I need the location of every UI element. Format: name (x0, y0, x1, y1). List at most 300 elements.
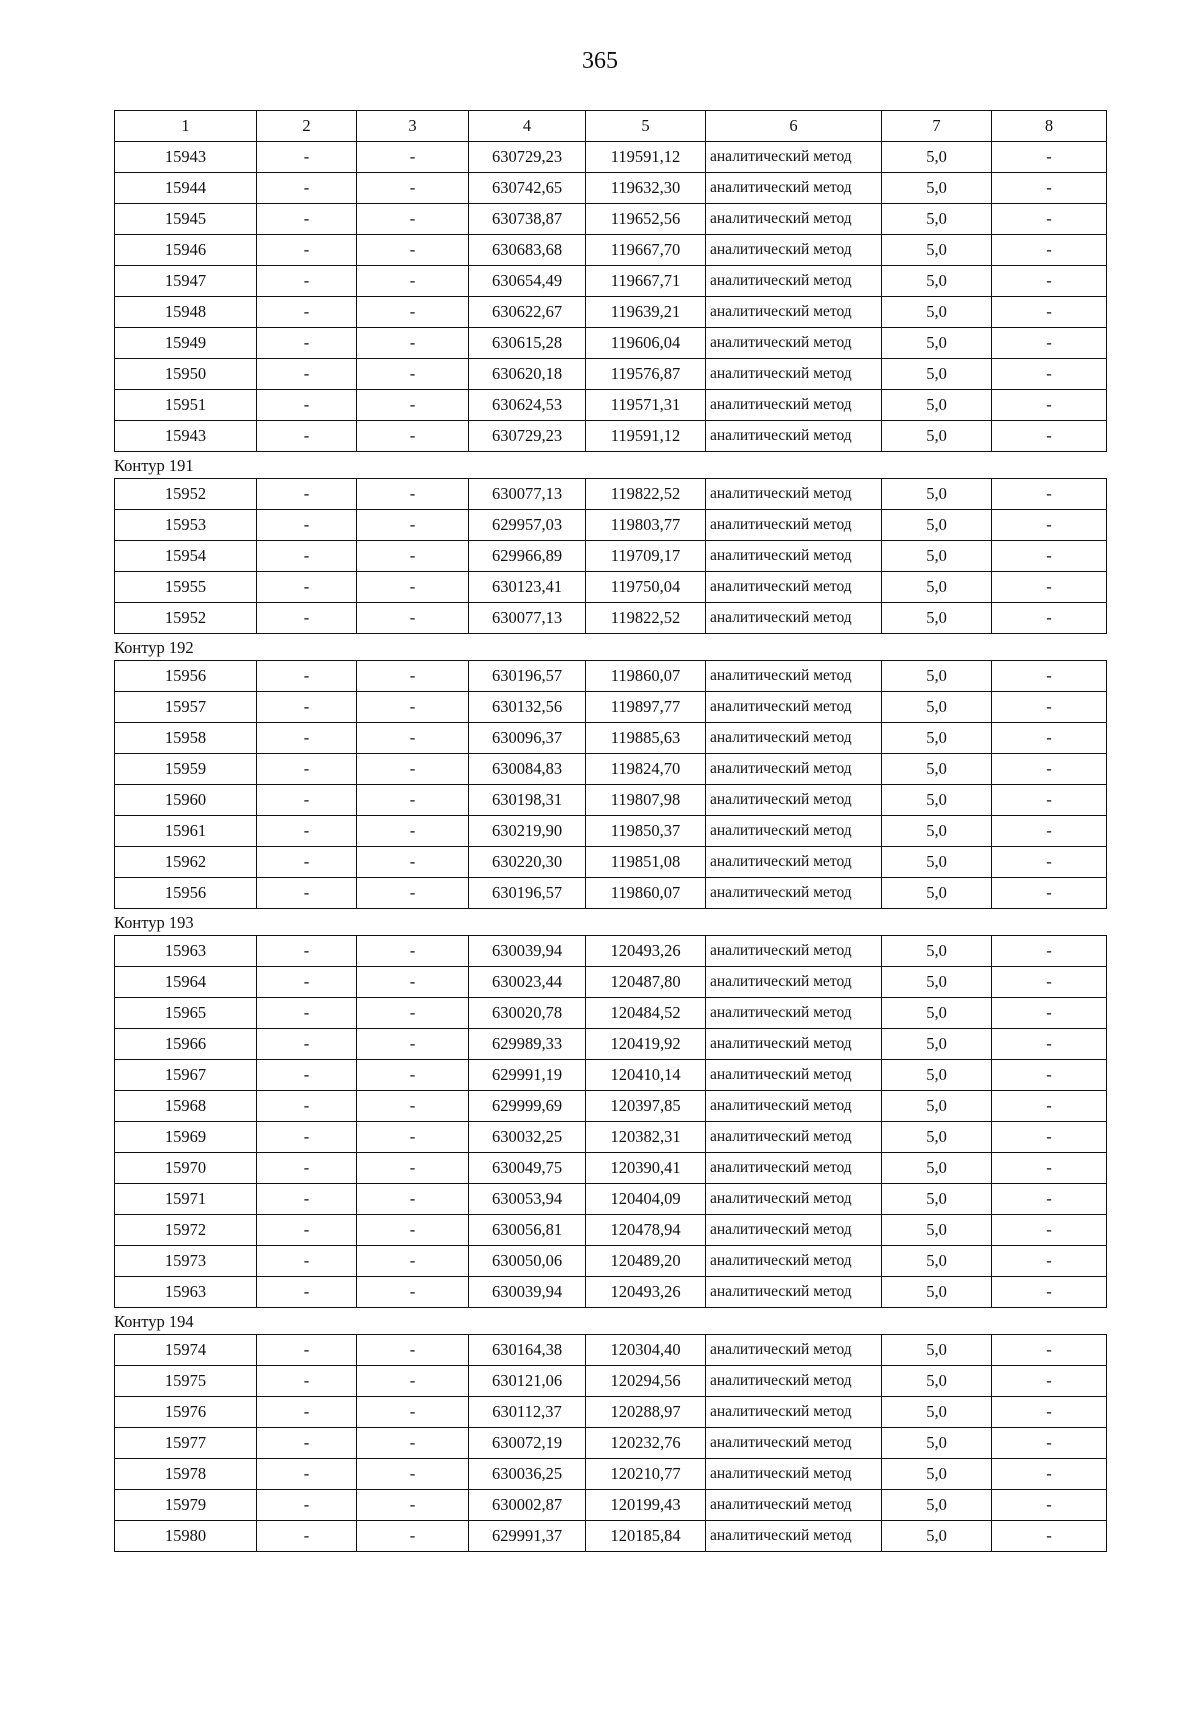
x-coordinate-cell: 630738,87 (469, 204, 586, 235)
col8-cell: - (992, 1246, 1107, 1277)
y-coordinate-cell: 119591,12 (586, 142, 706, 173)
y-coordinate-cell: 120493,26 (586, 936, 706, 967)
method-cell: аналитический метод (706, 328, 882, 359)
col2-cell: - (257, 390, 357, 421)
col8-cell: - (992, 998, 1107, 1029)
method-cell: аналитический метод (706, 1091, 882, 1122)
x-coordinate-cell: 630196,57 (469, 661, 586, 692)
point-number-cell: 15957 (115, 692, 257, 723)
y-coordinate-cell: 119807,98 (586, 785, 706, 816)
col2-cell: - (257, 1060, 357, 1091)
table-row (115, 1459, 1107, 1490)
accuracy-cell: 5,0 (882, 1459, 992, 1490)
col3-cell: - (357, 1246, 469, 1277)
point-number-cell: 15971 (115, 1184, 257, 1215)
document-content (114, 110, 1106, 1552)
table-row (115, 847, 1107, 878)
col3-cell: - (357, 1335, 469, 1366)
col2-cell: - (257, 541, 357, 572)
y-coordinate-cell: 120493,26 (586, 1277, 706, 1308)
col2-cell: - (257, 723, 357, 754)
table-row (115, 297, 1107, 328)
col3-cell: - (357, 1521, 469, 1552)
table-row (115, 510, 1107, 541)
point-number-cell: 15956 (115, 878, 257, 909)
col2-cell: - (257, 816, 357, 847)
point-number-cell: 15967 (115, 1060, 257, 1091)
x-coordinate-cell: 630072,19 (469, 1428, 586, 1459)
x-coordinate-cell: 630654,49 (469, 266, 586, 297)
coordinates-table (114, 660, 1107, 909)
col2-cell: - (257, 785, 357, 816)
col8-cell: - (992, 572, 1107, 603)
accuracy-cell: 5,0 (882, 1184, 992, 1215)
method-cell: аналитический метод (706, 1459, 882, 1490)
y-coordinate-cell: 120288,97 (586, 1397, 706, 1428)
col2-cell: - (257, 328, 357, 359)
point-number-cell: 15952 (115, 603, 257, 634)
method-cell: аналитический метод (706, 421, 882, 452)
method-cell: аналитический метод (706, 572, 882, 603)
table-row (115, 785, 1107, 816)
col8-cell: - (992, 328, 1107, 359)
point-number-cell: 15944 (115, 173, 257, 204)
table-row (115, 1184, 1107, 1215)
table-row (115, 603, 1107, 634)
col2-cell: - (257, 1122, 357, 1153)
point-number-cell: 15970 (115, 1153, 257, 1184)
x-coordinate-cell: 630032,25 (469, 1122, 586, 1153)
x-coordinate-cell: 630049,75 (469, 1153, 586, 1184)
accuracy-cell: 5,0 (882, 328, 992, 359)
table-row (115, 754, 1107, 785)
x-coordinate-cell: 629966,89 (469, 541, 586, 572)
method-cell: аналитический метод (706, 998, 882, 1029)
point-number-cell: 15948 (115, 297, 257, 328)
point-number-cell: 15968 (115, 1091, 257, 1122)
table-row (115, 541, 1107, 572)
col8-cell: - (992, 816, 1107, 847)
col8-cell: - (992, 661, 1107, 692)
point-number-cell: 15973 (115, 1246, 257, 1277)
col3-cell: - (357, 297, 469, 328)
accuracy-cell: 5,0 (882, 479, 992, 510)
y-coordinate-cell: 120382,31 (586, 1122, 706, 1153)
method-cell: аналитический метод (706, 390, 882, 421)
col2-cell: - (257, 297, 357, 328)
col3-cell: - (357, 390, 469, 421)
column-header: 8 (992, 111, 1107, 142)
col8-cell: - (992, 510, 1107, 541)
col8-cell: - (992, 1029, 1107, 1060)
col2-cell: - (257, 1428, 357, 1459)
point-number-cell: 15979 (115, 1490, 257, 1521)
y-coordinate-cell: 119850,37 (586, 816, 706, 847)
col8-cell: - (992, 1366, 1107, 1397)
x-coordinate-cell: 630096,37 (469, 723, 586, 754)
table-row (115, 1490, 1107, 1521)
y-coordinate-cell: 120210,77 (586, 1459, 706, 1490)
col3-cell: - (357, 1459, 469, 1490)
col8-cell: - (992, 1459, 1107, 1490)
col3-cell: - (357, 510, 469, 541)
col2-cell: - (257, 1153, 357, 1184)
col3-cell: - (357, 998, 469, 1029)
point-number-cell: 15969 (115, 1122, 257, 1153)
point-number-cell: 15961 (115, 816, 257, 847)
y-coordinate-cell: 119571,31 (586, 390, 706, 421)
x-coordinate-cell: 630039,94 (469, 936, 586, 967)
coordinates-table (114, 935, 1107, 1308)
point-number-cell: 15959 (115, 754, 257, 785)
col3-cell: - (357, 1060, 469, 1091)
x-coordinate-cell: 630622,67 (469, 297, 586, 328)
accuracy-cell: 5,0 (882, 1091, 992, 1122)
x-coordinate-cell: 630002,87 (469, 1490, 586, 1521)
method-cell: аналитический метод (706, 173, 882, 204)
point-number-cell: 15951 (115, 390, 257, 421)
col2-cell: - (257, 142, 357, 173)
col2-cell: - (257, 998, 357, 1029)
col3-cell: - (357, 204, 469, 235)
col8-cell: - (992, 359, 1107, 390)
method-cell: аналитический метод (706, 936, 882, 967)
y-coordinate-cell: 120199,43 (586, 1490, 706, 1521)
col3-cell: - (357, 1029, 469, 1060)
point-number-cell: 15954 (115, 541, 257, 572)
method-cell: аналитический метод (706, 1184, 882, 1215)
accuracy-cell: 5,0 (882, 1122, 992, 1153)
table-row (115, 1335, 1107, 1366)
x-coordinate-cell: 629991,37 (469, 1521, 586, 1552)
x-coordinate-cell: 630219,90 (469, 816, 586, 847)
col3-cell: - (357, 328, 469, 359)
col8-cell: - (992, 1184, 1107, 1215)
col3-cell: - (357, 1366, 469, 1397)
col3-cell: - (357, 541, 469, 572)
col8-cell: - (992, 1397, 1107, 1428)
col8-cell: - (992, 1277, 1107, 1308)
col3-cell: - (357, 661, 469, 692)
col8-cell: - (992, 1490, 1107, 1521)
col3-cell: - (357, 785, 469, 816)
col8-cell: - (992, 1153, 1107, 1184)
method-cell: аналитический метод (706, 1277, 882, 1308)
y-coordinate-cell: 119606,04 (586, 328, 706, 359)
col3-cell: - (357, 878, 469, 909)
col3-cell: - (357, 723, 469, 754)
table-row (115, 936, 1107, 967)
x-coordinate-cell: 630121,06 (469, 1366, 586, 1397)
method-cell: аналитический метод (706, 692, 882, 723)
y-coordinate-cell: 119822,52 (586, 603, 706, 634)
col8-cell: - (992, 390, 1107, 421)
accuracy-cell: 5,0 (882, 421, 992, 452)
table-row (115, 692, 1107, 723)
accuracy-cell: 5,0 (882, 1277, 992, 1308)
col2-cell: - (257, 878, 357, 909)
accuracy-cell: 5,0 (882, 1397, 992, 1428)
y-coordinate-cell: 119822,52 (586, 479, 706, 510)
accuracy-cell: 5,0 (882, 1029, 992, 1060)
col8-cell: - (992, 421, 1107, 452)
accuracy-cell: 5,0 (882, 204, 992, 235)
accuracy-cell: 5,0 (882, 998, 992, 1029)
table-row (115, 1397, 1107, 1428)
method-cell: аналитический метод (706, 1215, 882, 1246)
x-coordinate-cell: 630123,41 (469, 572, 586, 603)
col8-cell: - (992, 878, 1107, 909)
col2-cell: - (257, 967, 357, 998)
method-cell: аналитический метод (706, 1521, 882, 1552)
col2-cell: - (257, 1277, 357, 1308)
accuracy-cell: 5,0 (882, 723, 992, 754)
x-coordinate-cell: 629957,03 (469, 510, 586, 541)
column-header: 1 (115, 111, 257, 142)
table-row (115, 878, 1107, 909)
point-number-cell: 15966 (115, 1029, 257, 1060)
col3-cell: - (357, 1091, 469, 1122)
col2-cell: - (257, 603, 357, 634)
contour-label: Контур 193 (114, 913, 194, 932)
point-number-cell: 15978 (115, 1459, 257, 1490)
accuracy-cell: 5,0 (882, 541, 992, 572)
col8-cell: - (992, 1091, 1107, 1122)
y-coordinate-cell: 119897,77 (586, 692, 706, 723)
table-row (115, 998, 1107, 1029)
accuracy-cell: 5,0 (882, 816, 992, 847)
method-cell: аналитический метод (706, 661, 882, 692)
table-row (115, 1277, 1107, 1308)
col2-cell: - (257, 1335, 357, 1366)
y-coordinate-cell: 119632,30 (586, 173, 706, 204)
point-number-cell: 15947 (115, 266, 257, 297)
method-cell: аналитический метод (706, 541, 882, 572)
accuracy-cell: 5,0 (882, 603, 992, 634)
y-coordinate-cell: 119860,07 (586, 878, 706, 909)
accuracy-cell: 5,0 (882, 1153, 992, 1184)
method-cell: аналитический метод (706, 204, 882, 235)
col3-cell: - (357, 1215, 469, 1246)
accuracy-cell: 5,0 (882, 1060, 992, 1091)
y-coordinate-cell: 120397,85 (586, 1091, 706, 1122)
col8-cell: - (992, 692, 1107, 723)
point-number-cell: 15955 (115, 572, 257, 603)
point-number-cell: 15975 (115, 1366, 257, 1397)
y-coordinate-cell: 120487,80 (586, 967, 706, 998)
accuracy-cell: 5,0 (882, 266, 992, 297)
x-coordinate-cell: 630023,44 (469, 967, 586, 998)
col8-cell: - (992, 936, 1107, 967)
col8-cell: - (992, 297, 1107, 328)
col8-cell: - (992, 847, 1107, 878)
col3-cell: - (357, 1122, 469, 1153)
table-row (115, 1215, 1107, 1246)
coordinates-table (114, 478, 1107, 634)
col2-cell: - (257, 847, 357, 878)
method-cell: аналитический метод (706, 785, 882, 816)
col2-cell: - (257, 572, 357, 603)
col3-cell: - (357, 847, 469, 878)
table-row (115, 142, 1107, 173)
table-row (115, 572, 1107, 603)
point-number-cell: 15958 (115, 723, 257, 754)
table-row (115, 1091, 1107, 1122)
col3-cell: - (357, 692, 469, 723)
y-coordinate-cell: 120478,94 (586, 1215, 706, 1246)
point-number-cell: 15943 (115, 142, 257, 173)
col2-cell: - (257, 754, 357, 785)
col3-cell: - (357, 754, 469, 785)
point-number-cell: 15965 (115, 998, 257, 1029)
col2-cell: - (257, 235, 357, 266)
accuracy-cell: 5,0 (882, 1428, 992, 1459)
col3-cell: - (357, 421, 469, 452)
col2-cell: - (257, 510, 357, 541)
x-coordinate-cell: 630036,25 (469, 1459, 586, 1490)
point-number-cell: 15964 (115, 967, 257, 998)
point-number-cell: 15963 (115, 1277, 257, 1308)
method-cell: аналитический метод (706, 1029, 882, 1060)
point-number-cell: 15977 (115, 1428, 257, 1459)
method-cell: аналитический метод (706, 479, 882, 510)
table-row (115, 328, 1107, 359)
col3-cell: - (357, 1184, 469, 1215)
col2-cell: - (257, 421, 357, 452)
col3-cell: - (357, 173, 469, 204)
col2-cell: - (257, 266, 357, 297)
accuracy-cell: 5,0 (882, 967, 992, 998)
accuracy-cell: 5,0 (882, 1366, 992, 1397)
accuracy-cell: 5,0 (882, 297, 992, 328)
accuracy-cell: 5,0 (882, 572, 992, 603)
x-coordinate-cell: 630615,28 (469, 328, 586, 359)
col3-cell: - (357, 1397, 469, 1428)
point-number-cell: 15980 (115, 1521, 257, 1552)
col2-cell: - (257, 1029, 357, 1060)
col8-cell: - (992, 266, 1107, 297)
contour-label: Контур 194 (114, 1312, 194, 1331)
method-cell: аналитический метод (706, 1428, 882, 1459)
x-coordinate-cell: 630729,23 (469, 421, 586, 452)
x-coordinate-cell: 630053,94 (469, 1184, 586, 1215)
coordinates-table (114, 1334, 1107, 1552)
table-row (115, 1366, 1107, 1397)
x-coordinate-cell: 630729,23 (469, 142, 586, 173)
y-coordinate-cell: 120404,09 (586, 1184, 706, 1215)
method-cell: аналитический метод (706, 1246, 882, 1277)
column-header: 2 (257, 111, 357, 142)
table-row (115, 1122, 1107, 1153)
accuracy-cell: 5,0 (882, 847, 992, 878)
y-coordinate-cell: 120410,14 (586, 1060, 706, 1091)
y-coordinate-cell: 119860,07 (586, 661, 706, 692)
col3-cell: - (357, 603, 469, 634)
table-row (115, 359, 1107, 390)
col8-cell: - (992, 1428, 1107, 1459)
col3-cell: - (357, 572, 469, 603)
point-number-cell: 15974 (115, 1335, 257, 1366)
col8-cell: - (992, 603, 1107, 634)
y-coordinate-cell: 120390,41 (586, 1153, 706, 1184)
x-coordinate-cell: 630220,30 (469, 847, 586, 878)
y-coordinate-cell: 119652,56 (586, 204, 706, 235)
table-row (115, 1153, 1107, 1184)
accuracy-cell: 5,0 (882, 661, 992, 692)
y-coordinate-cell: 119639,21 (586, 297, 706, 328)
column-header: 7 (882, 111, 992, 142)
col2-cell: - (257, 1366, 357, 1397)
x-coordinate-cell: 630196,57 (469, 878, 586, 909)
column-header: 6 (706, 111, 882, 142)
y-coordinate-cell: 119591,12 (586, 421, 706, 452)
accuracy-cell: 5,0 (882, 510, 992, 541)
col3-cell: - (357, 936, 469, 967)
table-row (115, 390, 1107, 421)
col2-cell: - (257, 1521, 357, 1552)
x-coordinate-cell: 630683,68 (469, 235, 586, 266)
method-cell: аналитический метод (706, 816, 882, 847)
page-number: 365 (582, 48, 618, 74)
col8-cell: - (992, 1122, 1107, 1153)
x-coordinate-cell: 630132,56 (469, 692, 586, 723)
point-number-cell: 15953 (115, 510, 257, 541)
method-cell: аналитический метод (706, 510, 882, 541)
accuracy-cell: 5,0 (882, 1246, 992, 1277)
x-coordinate-cell: 630624,53 (469, 390, 586, 421)
method-cell: аналитический метод (706, 878, 882, 909)
y-coordinate-cell: 120304,40 (586, 1335, 706, 1366)
method-cell: аналитический метод (706, 235, 882, 266)
accuracy-cell: 5,0 (882, 692, 992, 723)
col2-cell: - (257, 1490, 357, 1521)
table-row (115, 661, 1107, 692)
y-coordinate-cell: 119851,08 (586, 847, 706, 878)
col3-cell: - (357, 967, 469, 998)
x-coordinate-cell: 630039,94 (469, 1277, 586, 1308)
table-row (115, 1428, 1107, 1459)
y-coordinate-cell: 119709,17 (586, 541, 706, 572)
point-number-cell: 15976 (115, 1397, 257, 1428)
col8-cell: - (992, 1335, 1107, 1366)
table-header-row (115, 111, 1107, 142)
method-cell: аналитический метод (706, 142, 882, 173)
x-coordinate-cell: 630050,06 (469, 1246, 586, 1277)
col2-cell: - (257, 661, 357, 692)
y-coordinate-cell: 119803,77 (586, 510, 706, 541)
y-coordinate-cell: 120232,76 (586, 1428, 706, 1459)
col3-cell: - (357, 359, 469, 390)
accuracy-cell: 5,0 (882, 1215, 992, 1246)
col2-cell: - (257, 1397, 357, 1428)
x-coordinate-cell: 630056,81 (469, 1215, 586, 1246)
point-number-cell: 15962 (115, 847, 257, 878)
accuracy-cell: 5,0 (882, 359, 992, 390)
col3-cell: - (357, 235, 469, 266)
col8-cell: - (992, 723, 1107, 754)
col2-cell: - (257, 173, 357, 204)
column-header: 3 (357, 111, 469, 142)
y-coordinate-cell: 119576,87 (586, 359, 706, 390)
point-number-cell: 15960 (115, 785, 257, 816)
table-row (115, 1246, 1107, 1277)
table-row (115, 1029, 1107, 1060)
x-coordinate-cell: 630077,13 (469, 479, 586, 510)
y-coordinate-cell: 119667,71 (586, 266, 706, 297)
y-coordinate-cell: 120484,52 (586, 998, 706, 1029)
table-row (115, 1521, 1107, 1552)
x-coordinate-cell: 630112,37 (469, 1397, 586, 1428)
